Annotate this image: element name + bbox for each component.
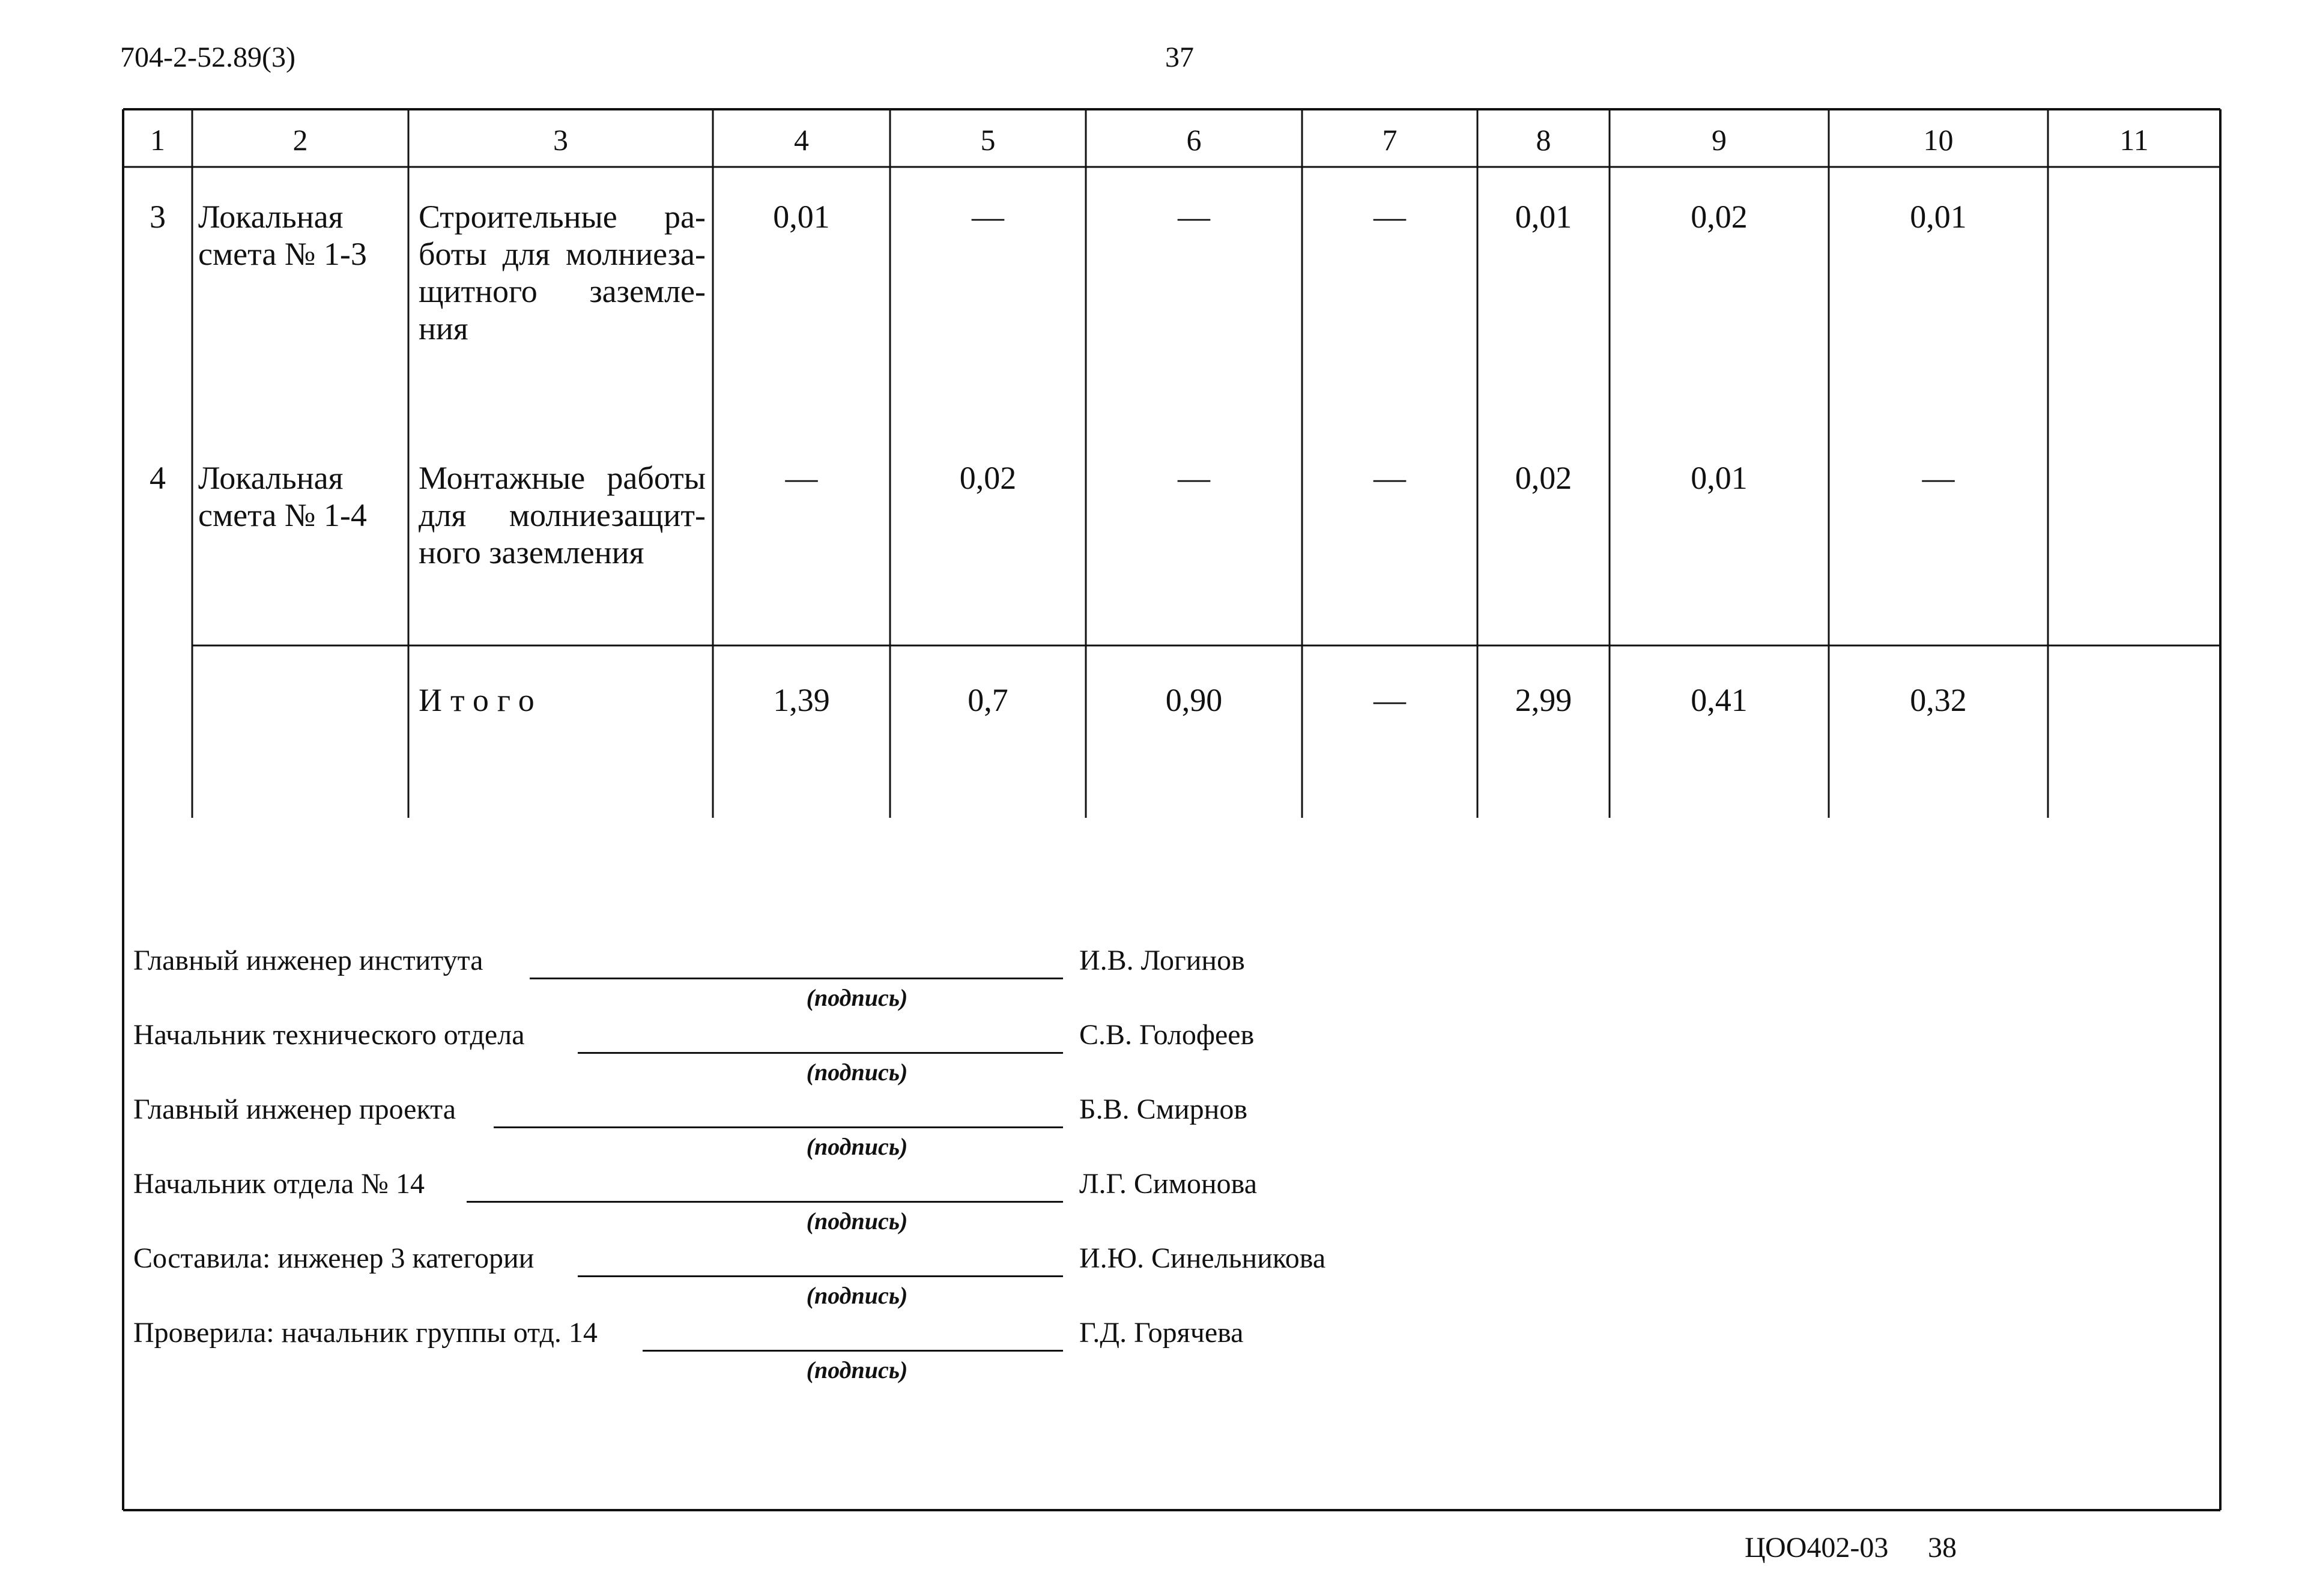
signature-line — [578, 1052, 1063, 1054]
value-cell: 0,02 — [959, 460, 1017, 496]
signature-row — [133, 1093, 1395, 1171]
signature-role: Главный инженер проекта — [133, 1093, 456, 1125]
signature-role: Начальник технического отдела — [133, 1019, 525, 1051]
signature-line — [467, 1201, 1063, 1203]
document-line: Локальная — [198, 199, 344, 235]
column-header: 9 — [1712, 123, 1727, 157]
value-cell: — — [1922, 460, 1955, 496]
signature-row — [133, 944, 1395, 1022]
value-cell: 0,01 — [1691, 460, 1748, 496]
column-header: 2 — [292, 123, 308, 157]
document-line: смета № 1-4 — [198, 497, 367, 533]
signatory-name: Г.Д. Горячева — [1079, 1317, 1244, 1349]
work-line: ния — [419, 310, 468, 346]
document-line: Локальная — [198, 460, 344, 496]
document-line: смета № 1-3 — [198, 236, 367, 272]
work-description-cell — [419, 198, 706, 347]
work-line: для молниезащит- — [419, 497, 706, 533]
signature-row — [133, 1018, 1395, 1096]
signatory-name: Б.В. Смирнов — [1079, 1093, 1248, 1125]
signature-line — [494, 1126, 1063, 1128]
page-footer-code: ЦОО402-03 — [1745, 1532, 1889, 1564]
value-cell: 0,7 — [968, 682, 1008, 718]
value-cell: 0,32 — [1910, 682, 1967, 718]
work-line: Монтажные работы — [419, 460, 706, 496]
signature-caption: (подпись) — [806, 1133, 908, 1160]
work-line: ного заземления — [419, 534, 644, 570]
page-footer-number: 38 — [1928, 1532, 1957, 1564]
column-header: 1 — [150, 123, 165, 157]
value-cell: — — [1374, 682, 1406, 718]
signature-caption: (подпись) — [806, 1208, 908, 1235]
value-cell: — — [972, 199, 1004, 235]
value-cell: — — [1374, 460, 1406, 496]
value-cell: 0,01 — [1515, 199, 1572, 235]
signature-caption: (подпись) — [806, 1059, 908, 1086]
column-header: 10 — [1923, 123, 1954, 157]
page-header-number: 37 — [1165, 41, 1194, 73]
column-header: 5 — [980, 123, 996, 157]
column-header: 6 — [1186, 123, 1202, 157]
document-cell — [198, 198, 408, 273]
value-cell: 0,90 — [1165, 682, 1223, 718]
row-number: 4 — [150, 460, 166, 496]
value-cell: — — [1178, 199, 1210, 235]
document-cell — [198, 459, 408, 534]
signature-row — [133, 1242, 1395, 1320]
signature-line — [530, 978, 1063, 979]
value-cell: — — [1374, 199, 1406, 235]
value-cell: 0,01 — [1910, 199, 1967, 235]
row-number: 3 — [150, 199, 166, 235]
column-header: 7 — [1382, 123, 1398, 157]
signature-line — [578, 1275, 1063, 1277]
signature-row — [133, 1316, 1395, 1394]
value-cell: 2,99 — [1515, 682, 1572, 718]
signatory-name: И.В. Логинов — [1079, 945, 1245, 976]
value-cell: 1,39 — [773, 682, 830, 718]
column-header: 3 — [553, 123, 568, 157]
signature-caption: (подпись) — [806, 984, 908, 1011]
signature-row — [133, 1167, 1395, 1245]
value-cell: — — [1178, 460, 1210, 496]
signature-role: Главный инженер института — [133, 945, 483, 976]
signature-role: Проверила: начальник группы отд. 14 — [133, 1317, 598, 1349]
work-line: боты для молниеза- — [419, 236, 706, 272]
value-cell: 0,41 — [1691, 682, 1748, 718]
signature-line — [643, 1350, 1063, 1352]
value-cell: 0,02 — [1515, 460, 1572, 496]
column-header: 4 — [794, 123, 809, 157]
signature-caption: (подпись) — [806, 1356, 908, 1383]
page-header-code: 704-2-52.89(3) — [120, 41, 295, 73]
signatory-name: Л.Г. Симонова — [1079, 1168, 1257, 1200]
column-header: 8 — [1536, 123, 1551, 157]
signature-role: Составила: инженер 3 категории — [133, 1242, 535, 1274]
value-cell: — — [785, 460, 818, 496]
signatory-name: С.В. Голофеев — [1079, 1019, 1255, 1051]
total-label: Итого — [419, 682, 543, 718]
signature-role: Начальник отдела № 14 — [133, 1168, 425, 1200]
signature-caption: (подпись) — [806, 1282, 908, 1309]
column-header: 11 — [2119, 123, 2149, 157]
work-line: щитного заземле- — [419, 273, 706, 309]
work-line: Строительные ра- — [419, 199, 706, 235]
signatory-name: И.Ю. Синельникова — [1079, 1242, 1326, 1274]
value-cell: 0,01 — [773, 199, 830, 235]
value-cell: 0,02 — [1691, 199, 1748, 235]
work-description-cell — [419, 459, 706, 571]
